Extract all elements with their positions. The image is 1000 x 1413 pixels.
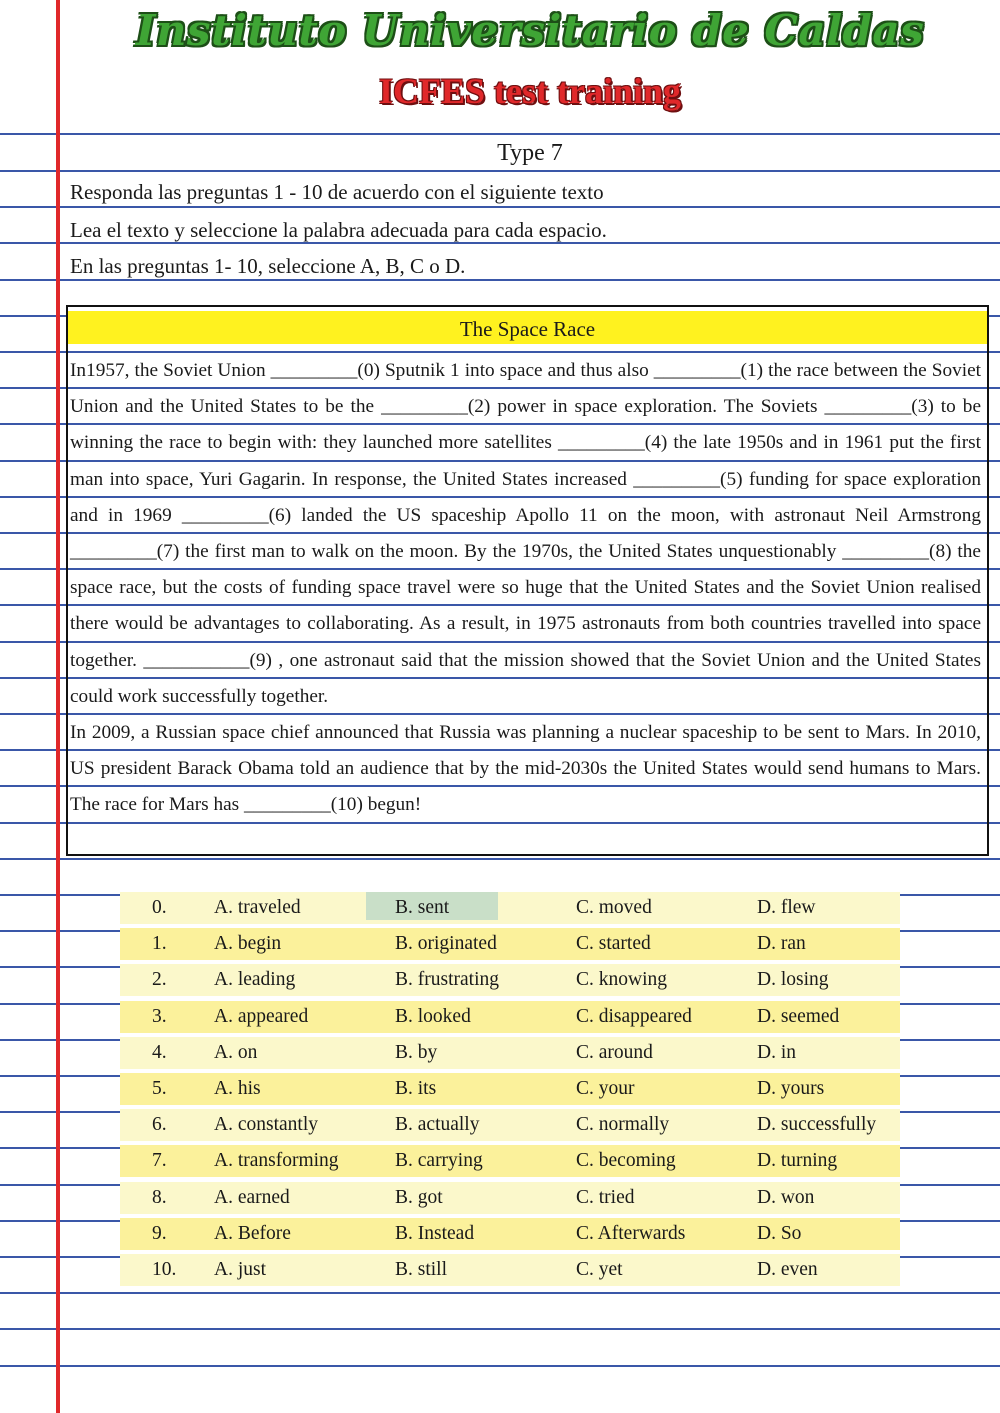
option-a[interactable]: A. just: [214, 1258, 267, 1280]
option-d[interactable]: D. flew: [757, 897, 816, 918]
instruction-line: Lea el texto y seleccione la palabra adecuada para cada espacio.: [70, 218, 607, 242]
option-b[interactable]: B. still: [395, 1258, 448, 1280]
option-c[interactable]: C. started: [576, 933, 651, 955]
option-c[interactable]: C. becoming: [576, 1150, 676, 1172]
question-number: 6.: [152, 1114, 167, 1136]
question-number: 8.: [152, 1186, 167, 1208]
option-d[interactable]: D. losing: [757, 969, 829, 991]
question-number: 0.: [152, 897, 167, 918]
option-a[interactable]: A. traveled: [214, 897, 301, 918]
option-a[interactable]: A. earned: [214, 1186, 290, 1208]
option-a[interactable]: A. Before: [214, 1222, 291, 1244]
option-d[interactable]: D. in: [757, 1041, 796, 1063]
option-d[interactable]: D. even: [757, 1258, 818, 1280]
option-row: [120, 1000, 900, 1036]
instruction-line: Responda las preguntas 1 - 10 de acuerdo con el siguiente texto: [70, 180, 604, 204]
option-b[interactable]: B. actually: [395, 1114, 480, 1136]
answer-options-table: [120, 891, 900, 1289]
option-row: [120, 927, 900, 963]
option-b[interactable]: B. its: [395, 1077, 437, 1099]
option-d[interactable]: D. yours: [757, 1077, 825, 1099]
option-row: [120, 1253, 900, 1289]
option-row: [120, 1072, 900, 1108]
option-d[interactable]: D. successfully: [757, 1114, 877, 1136]
option-b[interactable]: B. sent: [395, 897, 450, 918]
option-row: [120, 1181, 900, 1217]
passage-title: The Space Race: [68, 311, 987, 344]
option-c[interactable]: C. normally: [576, 1114, 670, 1136]
option-c[interactable]: C. disappeared: [576, 1005, 692, 1027]
option-a[interactable]: A. transforming: [214, 1150, 339, 1172]
option-b[interactable]: B. by: [395, 1041, 438, 1063]
option-c[interactable]: C. knowing: [576, 969, 668, 991]
option-a[interactable]: A. appeared: [214, 1005, 309, 1027]
option-c[interactable]: C. around: [576, 1041, 653, 1063]
passage-text: [70, 353, 981, 824]
option-b[interactable]: B. got: [395, 1186, 443, 1208]
option-row: [120, 891, 900, 927]
question-number: 10.: [152, 1258, 177, 1280]
margin-line: [56, 0, 60, 1413]
option-c[interactable]: C. your: [576, 1077, 635, 1099]
option-a[interactable]: A. constantly: [214, 1114, 318, 1136]
question-number: 2.: [152, 969, 167, 991]
reading-passage-box: [66, 305, 989, 856]
option-b[interactable]: B. carrying: [395, 1150, 483, 1172]
question-number: 1.: [152, 933, 167, 955]
option-d[interactable]: D. won: [757, 1186, 815, 1208]
option-c[interactable]: C. moved: [576, 897, 652, 918]
option-c[interactable]: C. tried: [576, 1186, 635, 1208]
option-a[interactable]: A. on: [214, 1041, 258, 1063]
passage-paragraph: In1957, the Soviet Union _________(0) Sputnik 1 into space and thus also _________(1) the race between the Soviet Union and the United States to be the _________(2) power in space exploration. The Soviets _________(3) to be winning the race to begin with: they launched more satellites _________(4) the late 1950s and in 1961 put the first man into space, Yuri Gagarin. In response, the United States increased _________(5) funding for space exploration and in 1969 _________(6) landed the US spaceship Apollo 11 on the moon, with astronaut Neil Armstrong _________(7) the first man to walk on the moon. By the 1970s, the United States unquestionably _________(8) the space race, but the costs of funding space travel were so huge that the United States and the Soviet Union realised there would be advantages to collaborating. As a result, in 1975 astronauts from both countries travelled into space together. ___________(9) , one astronaut said that the mission showed that the Soviet Union and the United States could work successfully together.: [70, 360, 981, 707]
option-a[interactable]: A. his: [214, 1077, 261, 1099]
question-number: 3.: [152, 1005, 167, 1027]
question-number: 9.: [152, 1222, 167, 1244]
option-row: [120, 1036, 900, 1072]
passage-paragraph: In 2009, a Russian space chief announced that Russia was planning a nuclear spaceship to be sent to Mars. In 2010, US president Barack Obama told an audience that by the mid-2030s the United States would send humans to Mars. The race for Mars has _________(10) begun!: [70, 722, 981, 816]
option-b[interactable]: B. originated: [395, 933, 497, 955]
option-d[interactable]: D. ran: [757, 933, 806, 955]
option-c[interactable]: C. yet: [576, 1258, 623, 1280]
option-d[interactable]: D. So: [757, 1222, 802, 1244]
school-title: Instituto Universitario de Caldas: [135, 6, 925, 55]
option-b[interactable]: B. looked: [395, 1005, 471, 1027]
question-number: 5.: [152, 1077, 167, 1099]
option-a[interactable]: A. leading: [214, 969, 296, 991]
instruction-line: En las preguntas 1- 10, seleccione A, B, C o D.: [70, 254, 466, 278]
question-number: 7.: [152, 1150, 167, 1172]
option-row: [120, 1108, 900, 1144]
question-number: 4.: [152, 1041, 167, 1063]
option-a[interactable]: A. begin: [214, 933, 282, 955]
option-c[interactable]: C. Afterwards: [576, 1222, 686, 1244]
option-row: [120, 963, 900, 999]
option-d[interactable]: D. turning: [757, 1150, 838, 1172]
option-row: [120, 1217, 900, 1253]
type-label: Type 7: [497, 140, 563, 166]
worksheet-subtitle: ICFES test training: [378, 71, 681, 111]
option-b[interactable]: B. frustrating: [395, 969, 499, 991]
option-row: [120, 1144, 900, 1180]
option-b[interactable]: B. Instead: [395, 1222, 475, 1244]
option-d[interactable]: D. seemed: [757, 1005, 840, 1027]
